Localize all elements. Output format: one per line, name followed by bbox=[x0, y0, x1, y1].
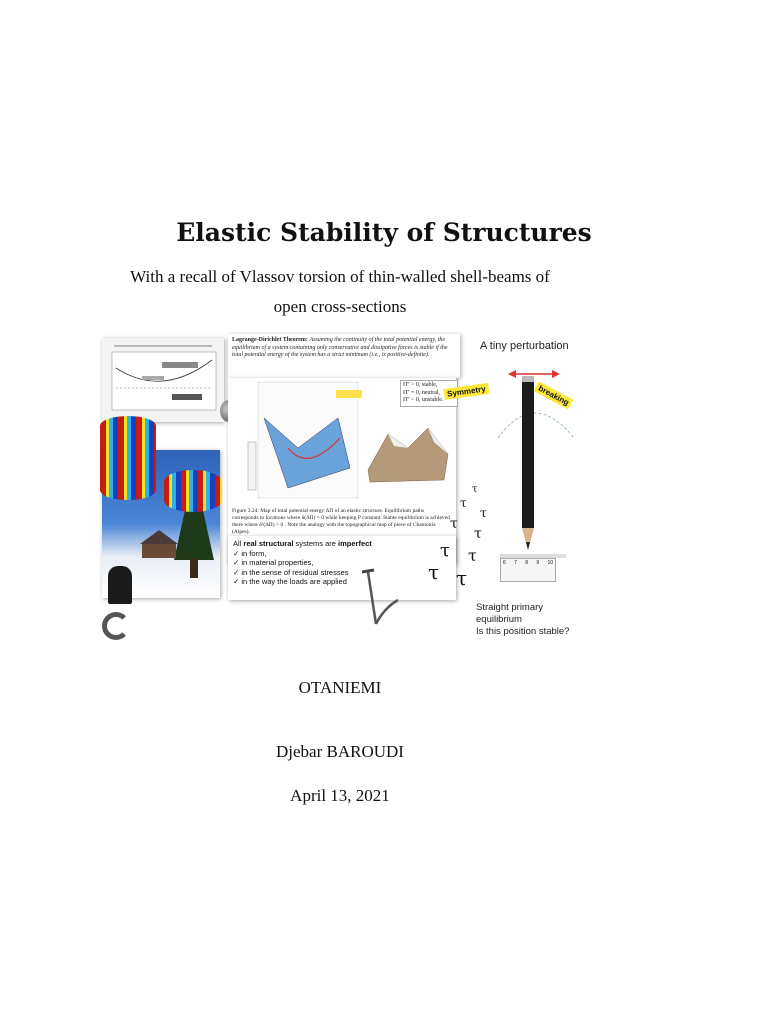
ruler bbox=[500, 558, 556, 582]
tau-symbol: τ bbox=[480, 506, 487, 520]
symmetry-label: Symmetry bbox=[443, 383, 489, 400]
tau-symbol: τ bbox=[450, 516, 458, 532]
buckling-graph-panel bbox=[102, 338, 224, 422]
equilibrium-line-1: Straight primary equilibrium bbox=[476, 602, 544, 625]
imperfect-item: ✓ in form, bbox=[233, 548, 267, 558]
imperfect-item: ✓ in material properties, bbox=[233, 558, 314, 567]
cover-collage bbox=[98, 330, 590, 648]
imperfect-item: ✓ in the sense of residual stresses bbox=[233, 567, 349, 577]
ruler-ticks: 6 7 8 9 10 bbox=[503, 560, 553, 566]
pencil-illustration bbox=[478, 358, 588, 558]
subtitle-line-1: With a recall of Vlassov torsion of thin-walled shell-beams of bbox=[130, 267, 550, 286]
theorem-panel bbox=[228, 334, 460, 378]
subtitle-line-2: open cross-sections bbox=[273, 297, 407, 316]
document-subtitle bbox=[80, 262, 600, 322]
equilibrium-question bbox=[476, 602, 590, 638]
document-title: Elastic Stability of Structures bbox=[176, 218, 592, 247]
tau-symbol: τ bbox=[456, 566, 468, 590]
silhouette-figure bbox=[108, 566, 132, 604]
logo-icon bbox=[102, 612, 130, 640]
tau-symbol: τ bbox=[460, 496, 467, 510]
tau-symbol: τ bbox=[474, 526, 482, 542]
author: Djebar BAROUDI bbox=[276, 742, 404, 761]
location: OTANIEMI bbox=[298, 678, 382, 697]
buckling-graph bbox=[102, 338, 224, 422]
imperfect-heading: All real structural systems are imperfect bbox=[233, 539, 372, 548]
perturbation-label: A tiny perturbation bbox=[480, 340, 569, 352]
tau-symbol: τ bbox=[472, 484, 478, 495]
cylinder-shell-large bbox=[100, 416, 156, 500]
date: April 13, 2021 bbox=[290, 786, 390, 805]
tau-symbol: τ bbox=[428, 560, 440, 584]
tau-symbol: τ bbox=[440, 540, 450, 561]
bent-nail-illustration bbox=[354, 568, 414, 628]
breaking-label: breaking bbox=[534, 381, 574, 409]
equilibrium-line-2: Is this position stable? bbox=[476, 626, 570, 637]
theorem-text: Assuming the continuity of the total potential energy, the equilibrium of a system containing only conservative and dissipative forces is stable if the total potential energy of the system has a strict minimum (i.e., is positive-definite). bbox=[232, 337, 448, 358]
imperfect-item: ✓ in the way the loads are applied bbox=[233, 577, 347, 586]
tau-symbol: τ bbox=[468, 546, 477, 565]
figure-caption: Figure 3.24: Map of total potential energy ΔΠ of an elastic structure. Equilibrium paths corresponds to locations where δ(ΔΠ) = 0 while keeping P constant. Stable equilibrium is achieved there where δ²(ΔΠ) > 0 . Note the analogy with the topographical map of piece of Chamonix (Alpes). bbox=[232, 508, 450, 535]
stability-row: Π'' < 0, unstable. bbox=[403, 397, 444, 403]
theorem-heading: Lagrange-Dirichlet Theorem: bbox=[232, 337, 308, 343]
cylinder-shell-small bbox=[164, 470, 222, 512]
stability-row: Π'' = 0, neutral, bbox=[403, 389, 441, 396]
stability-row: Π'' > 0, stable, bbox=[403, 382, 438, 388]
